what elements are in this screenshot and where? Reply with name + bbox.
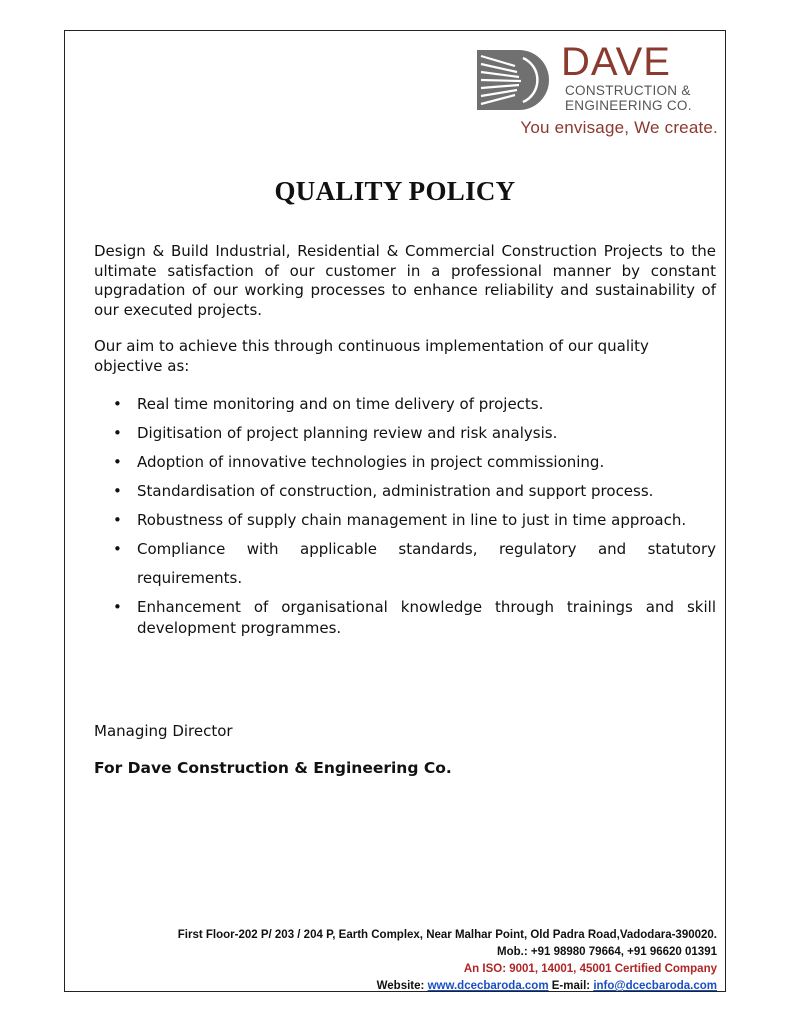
- list-item: • Standardisation of construction, administration and support process.: [94, 477, 716, 506]
- signatory-title: Managing Director: [94, 722, 233, 740]
- bullet-icon: •: [113, 424, 122, 442]
- website-label: Website:: [376, 980, 425, 992]
- list-item: • Compliance with applicable standards, regulatory and statutory requirements.: [94, 535, 716, 593]
- list-item: • Robustness of supply chain management in line to just in time approach.: [94, 506, 716, 535]
- bullet-icon: •: [113, 540, 122, 558]
- footer-address: First Floor-202 P/ 203 / 204 P, Earth Complex, Near Malhar Point, Old Padra Road,Vadodara-390020.: [177, 929, 717, 941]
- bullet-icon: •: [113, 511, 122, 529]
- website-link[interactable]: www.dcecbaroda.com: [427, 980, 549, 992]
- logo-mark-icon: [475, 48, 555, 112]
- footer-iso-certification: An ISO: 9001, 14001, 45001 Certified Company: [463, 963, 717, 975]
- bullet-icon: •: [113, 598, 122, 616]
- aim-paragraph: Our aim to achieve this through continuous implementation of our quality objective as:: [94, 337, 649, 375]
- list-item: • Enhancement of organisational knowledge through trainings and skill development programmes.: [113, 598, 716, 637]
- footer-links: [178, 978, 717, 995]
- list-item: • Adoption of innovative technologies in project commissioning.: [94, 448, 716, 477]
- page-title: QUALITY POLICY: [274, 176, 516, 206]
- email-label: E-mail:: [551, 980, 591, 992]
- email-link[interactable]: info@dcecbaroda.com: [593, 980, 717, 992]
- logo-tagline: You envisage, We create.: [520, 118, 718, 137]
- policy-paragraph: Design & Build Industrial, Residential & Commercial Construction Projects to the ultimate satisfaction of our customer in a professional manner by constant upgradation of our working processes to enhance reliability and sustainability of our executed projects.: [94, 242, 716, 319]
- bullet-icon: •: [113, 482, 122, 500]
- logo-name: DAVE: [561, 40, 671, 84]
- logo-subtitle-line2: ENGINEERING CO.: [565, 98, 692, 113]
- footer-mobile: Mob.: +91 98980 79664, +91 96620 01391: [497, 946, 717, 958]
- logo-subtitle-line1: CONSTRUCTION &: [565, 83, 691, 98]
- list-item: • Digitisation of project planning review and risk analysis.: [94, 419, 716, 448]
- footer-contact: [178, 927, 717, 995]
- list-item: • Real time monitoring and on time delivery of projects.: [94, 390, 716, 419]
- company-signoff: For Dave Construction & Engineering Co.: [94, 759, 452, 777]
- bullet-icon: •: [113, 453, 122, 471]
- company-logo: [475, 40, 725, 140]
- objectives-list: [94, 390, 716, 639]
- bullet-icon: •: [113, 395, 122, 413]
